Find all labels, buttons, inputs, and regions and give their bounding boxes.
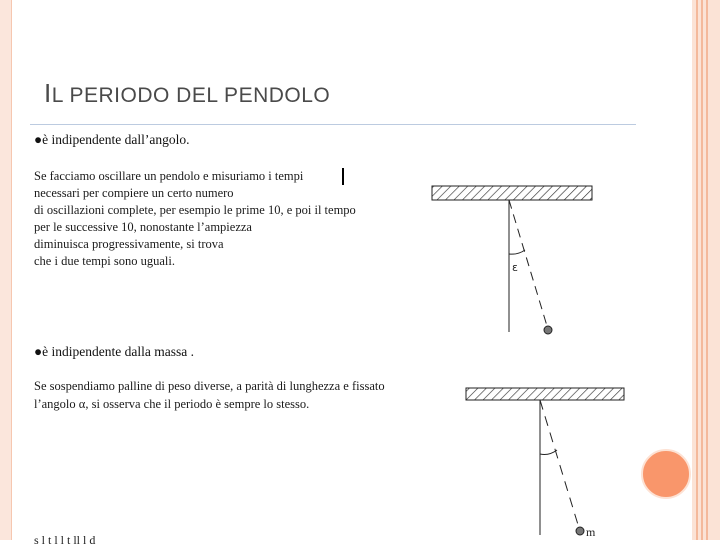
paragraph-angle-line-3: di oscillazioni complete, per esempio le prime 10, e poi il tempo: [34, 203, 356, 217]
paragraph-angle-line-5: diminuisca progressivamente, si trova: [34, 237, 224, 251]
paragraph-angle-line-1: Se facciamo oscillare un pendolo e misuriamo i tempi: [34, 169, 304, 183]
paragraph-mass-line-1: Se sospendiamo palline di peso diverse, a parità di lunghezza e fissato: [34, 379, 385, 393]
angle-label: ε: [512, 261, 518, 274]
paragraph-angle-line-6: che i due tempi sono uguali.: [34, 254, 175, 268]
pendulum-bob-1: [544, 326, 552, 334]
paragraph-angle-line-4: per le successive 10, nonostante l’ampiezza: [34, 220, 252, 234]
paragraph-angle-line-2: necessari per compiere un certo numero: [34, 186, 234, 200]
bullet-angle-independence: ●è indipendente dall’angolo.: [34, 132, 190, 147]
ceiling-support-1: [432, 186, 592, 200]
mass-label: m: [586, 525, 596, 539]
cropped-bottom-text: s l t l l t ll l d: [34, 533, 96, 547]
angle-arc-1: [509, 250, 525, 254]
pendulum-diagram-angle: [432, 186, 592, 334]
pendulum-diagram-mass: [466, 388, 624, 539]
pendulum-string-2: [540, 400, 579, 528]
decorative-circle: [641, 449, 691, 499]
title-rest: L PERIODO DEL PENDOLO: [51, 84, 331, 107]
angle-arc-2: [540, 450, 557, 455]
bullet-mass-independence: ●è indipendente dalla massa .: [34, 344, 194, 359]
title-first-letter: I: [44, 78, 52, 108]
pendulum-bob-2: [576, 527, 584, 535]
paragraph-mass-line-2: l’angolo α, si osserva che il periodo è sempre lo stesso.: [34, 397, 310, 411]
ceiling-support-2: [466, 388, 624, 400]
